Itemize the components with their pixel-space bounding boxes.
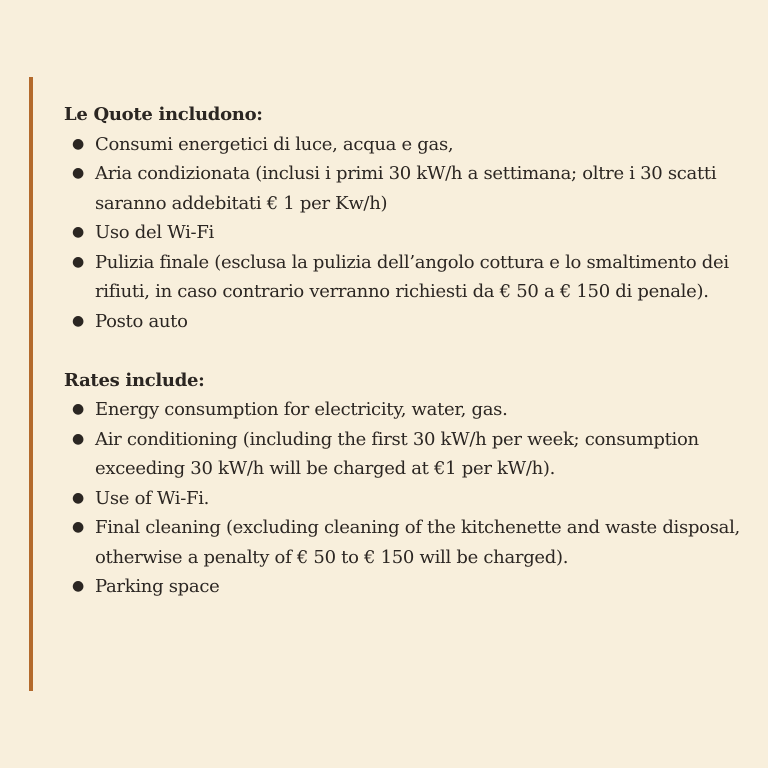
list-item <box>64 130 744 160</box>
list-item <box>64 425 744 484</box>
list-item <box>64 395 744 425</box>
list-item-text: Posto auto <box>95 310 188 332</box>
list-item-text: Consumi energetici di luce, acqua e gas, <box>95 133 454 155</box>
list-item-text: Aria condizionata (inclusi i primi 30 kW/h a settimana; oltre i 30 scatti saranno addebitati € 1 per Kw/h) <box>95 163 717 214</box>
english-section <box>64 366 744 602</box>
list-item-text: Use of Wi-Fi. <box>95 487 210 509</box>
list-item <box>64 307 744 337</box>
list-item <box>64 248 744 307</box>
english-list <box>64 395 744 602</box>
list-item-text: Pulizia finale (esclusa la pulizia dell’angolo cottura e lo smaltimento dei rifiuti, in caso contrario verranno richiesti da € 50 a € 150 di penale). <box>95 251 729 302</box>
section-heading-italian: Le Quote includono: <box>64 104 263 125</box>
list-item <box>64 484 744 514</box>
bullet-icon: ● <box>72 430 84 447</box>
list-item <box>64 572 744 602</box>
rates-info <box>64 100 744 602</box>
bullet-icon: ● <box>72 253 84 270</box>
list-item <box>64 159 744 218</box>
list-item-text: Air conditioning (including the first 30 kW/h per week; consumption exceeding 30 kW/h will be charged at €1 per kW/h). <box>95 428 699 479</box>
bullet-icon: ● <box>72 135 84 152</box>
italian-section <box>64 100 744 336</box>
list-item-text: Uso del Wi-Fi <box>95 222 214 243</box>
bullet-icon: ● <box>72 489 84 506</box>
list-item <box>64 513 744 572</box>
bullet-icon: ● <box>72 312 84 329</box>
list-item-text: Parking space <box>95 576 220 597</box>
section-heading-english: Rates include: <box>64 369 205 391</box>
bullet-icon: ● <box>72 578 84 594</box>
list-item-text: Energy consumption for electricity, water, gas. <box>95 399 508 420</box>
bullet-icon: ● <box>72 224 84 240</box>
bullet-icon: ● <box>72 165 84 181</box>
italian-list <box>64 130 744 337</box>
list-item <box>64 218 744 248</box>
bullet-icon: ● <box>72 401 84 417</box>
accent-bar <box>29 77 33 691</box>
bullet-icon: ● <box>72 519 84 535</box>
section-divider <box>64 336 744 366</box>
list-item-text: Final cleaning (excluding cleaning of the kitchenette and waste disposal, otherwise a penalty of € 50 to € 150 will be charged). <box>95 517 740 568</box>
